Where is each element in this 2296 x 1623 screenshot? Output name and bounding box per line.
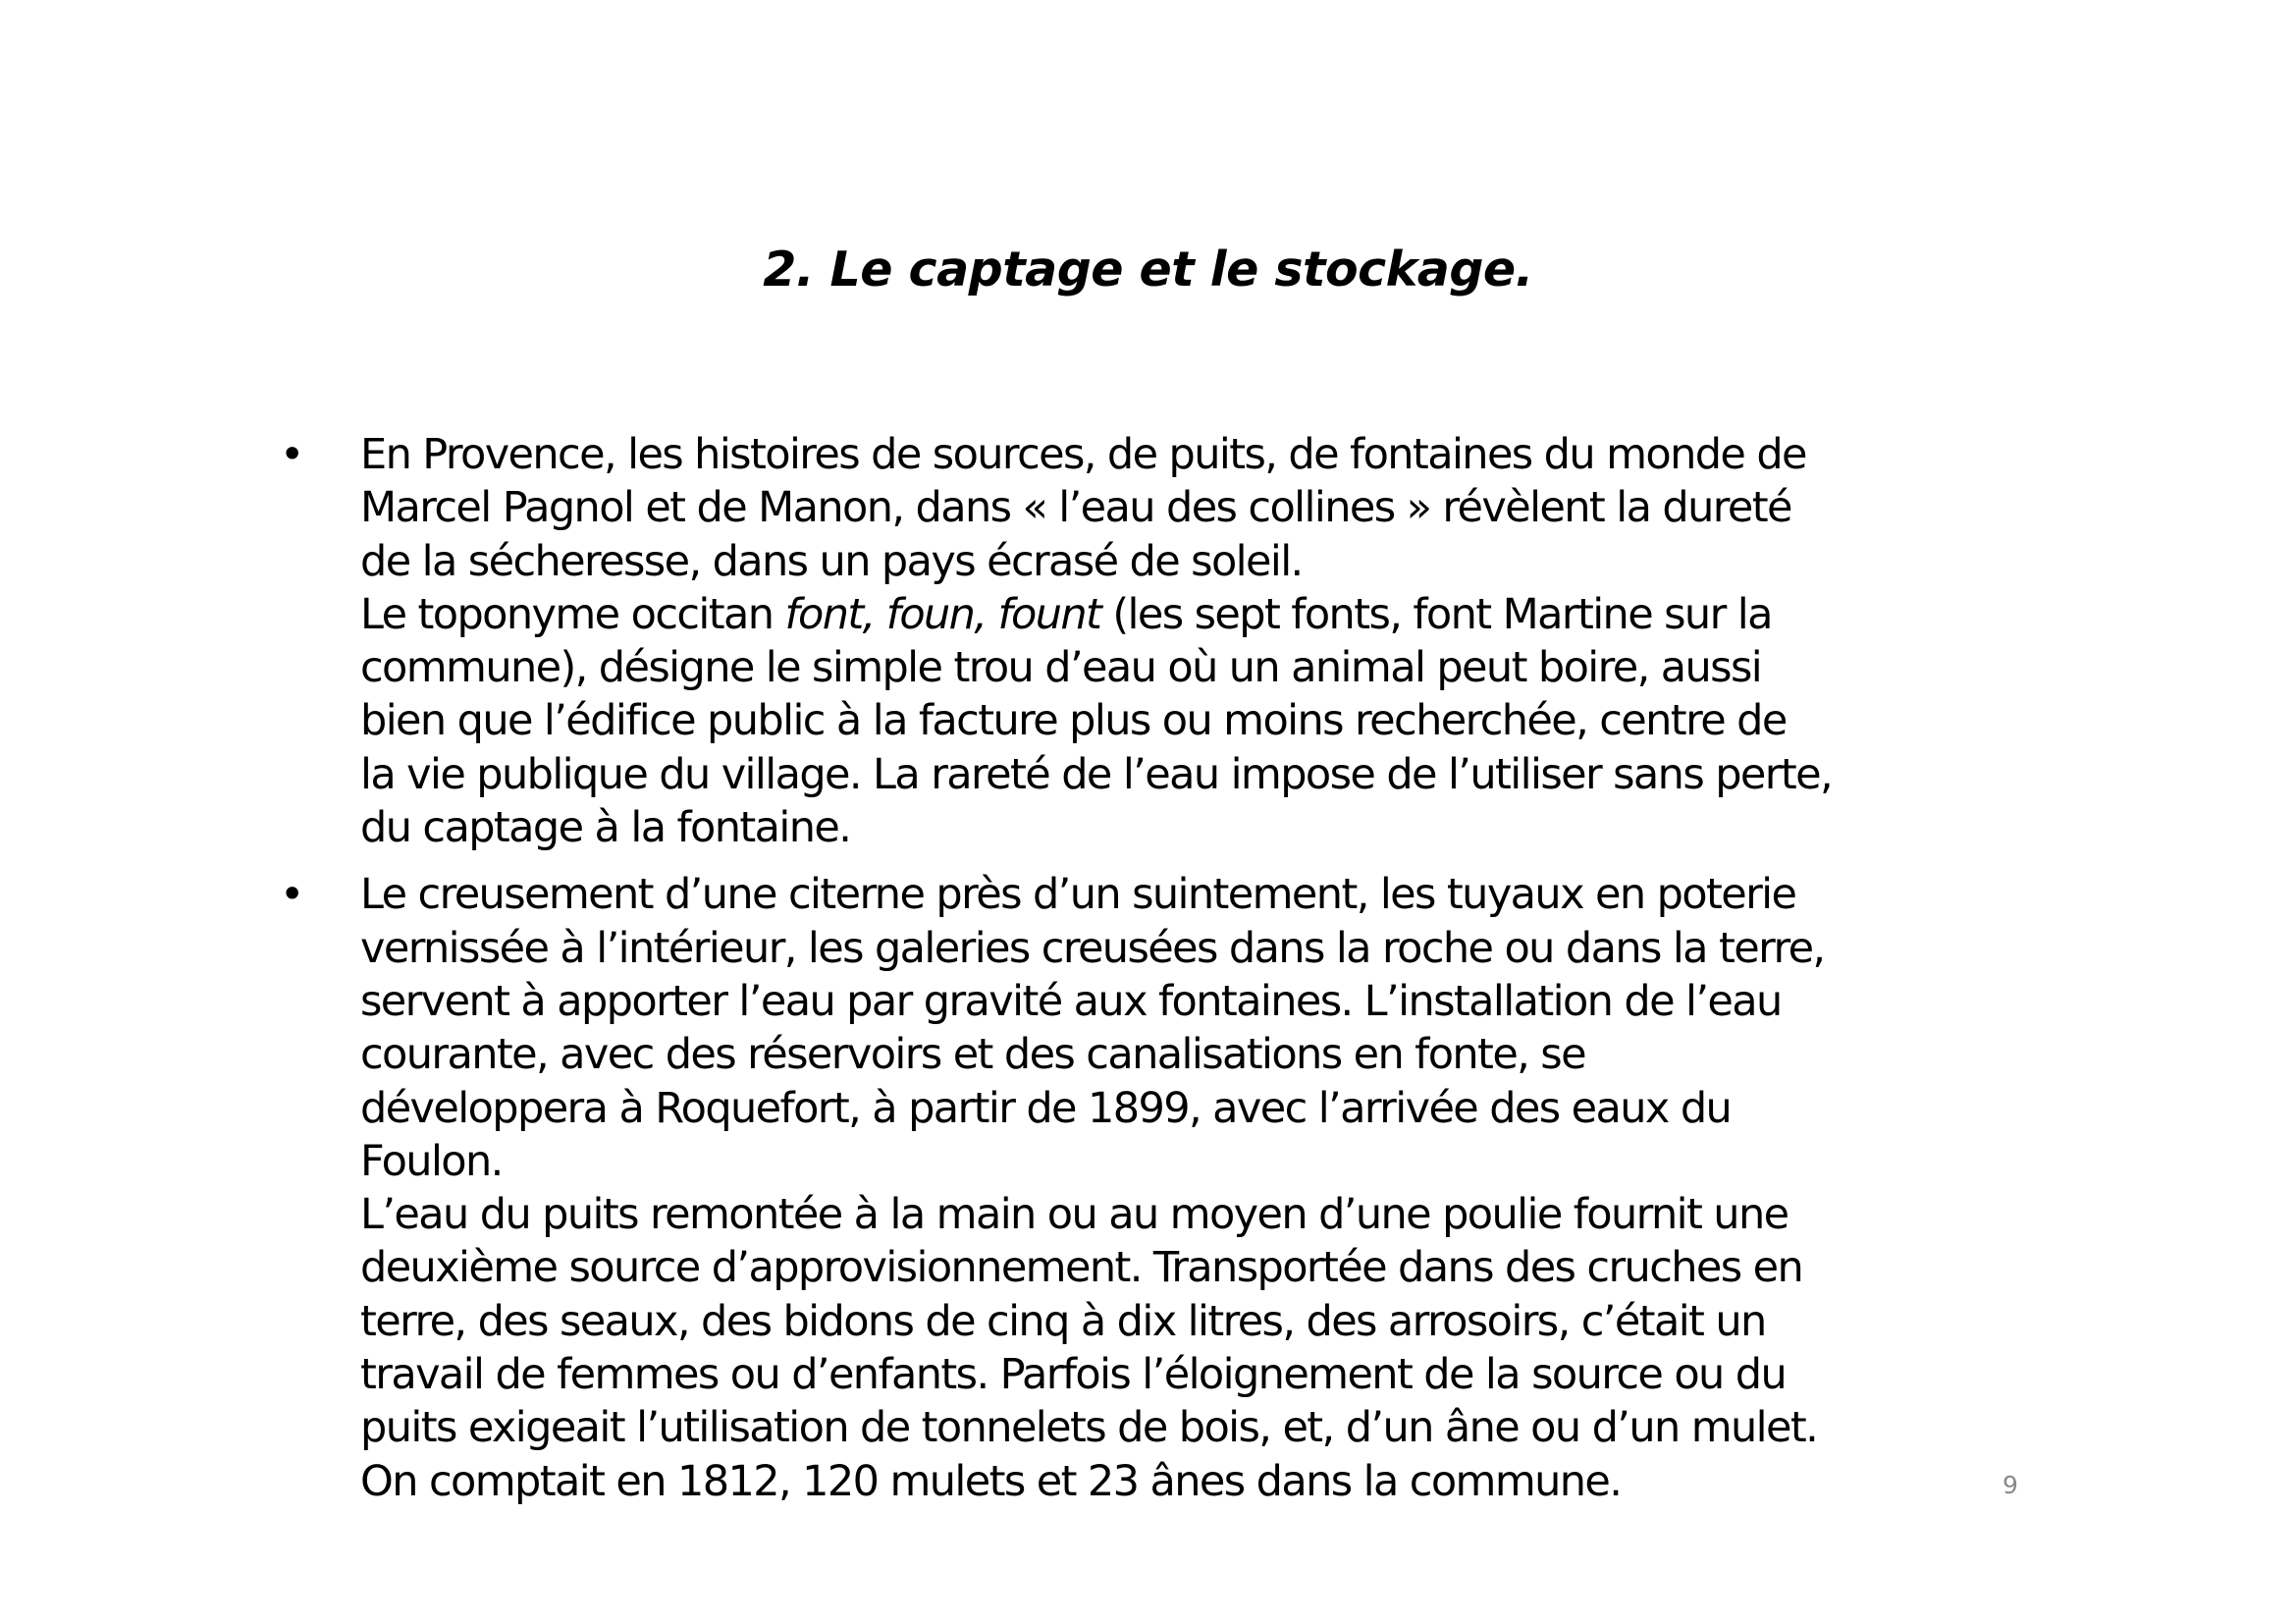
bullet-item	[280, 428, 2037, 854]
bullet-line: deuxième source d’approvisionnement. Transportée dans des cruches en	[360, 1243, 1803, 1293]
slide-title: 2. Le captage et le stockage.	[763, 242, 1533, 298]
text-run: Le toponyme occitan	[360, 589, 785, 639]
bullet-line: Foulon.	[360, 1136, 503, 1186]
bullet-line: L’eau du puits remontée à la main ou au moyen d’une poulie fournit une	[360, 1190, 1789, 1240]
bullet-line: En Provence, les histoires de sources, de puits, de fontaines du monde de	[360, 430, 1806, 479]
bullet-line: du captage à la fontaine.	[360, 803, 851, 853]
bullet-line: développera à Roquefort, à partir de 1899, avec l’arrivée des eaux du	[360, 1083, 1732, 1133]
bullet-line: On comptait en 1812, 120 mulets et 23 ânes dans la commune.	[360, 1456, 1622, 1506]
bullet-line: bien que l’édifice public à la facture plus ou moins recherchée, centre de	[360, 696, 1787, 746]
italic-term: font, foun, fount	[784, 589, 1101, 639]
bullet-line: de la sécheresse, dans un pays écrasé de soleil.	[360, 536, 1303, 586]
bullet-item	[280, 868, 2037, 1508]
bullet-line: commune), désigne le simple trou d’eau où un animal peut boire, aussi	[360, 643, 1762, 693]
bullet-line: puits exigeait l’utilisation de tonnelets de bois, et, d’un âne ou d’un mulet.	[360, 1403, 1818, 1453]
bullet-line: courante, avec des réservoirs et des canalisations en fonte, se	[360, 1030, 1585, 1080]
bullet-line: travail de femmes ou d’enfants. Parfois l’éloignement de la source ou du	[360, 1350, 1787, 1400]
bullet-line: la vie publique du village. La rareté de l’eau impose de l’utiliser sans perte,	[360, 749, 1833, 799]
bullet-line: Marcel Pagnol et de Manon, dans « l’eau des collines » révèlent la dureté	[360, 483, 1791, 533]
bullet-line: servent à apporter l’eau par gravité aux fontaines. L’installation de l’eau	[360, 976, 1782, 1026]
bullet-line-mixed	[360, 588, 2037, 641]
bullet-icon: •	[280, 430, 305, 479]
bullet-list	[280, 428, 2037, 1508]
bullet-line: Le creusement d’une citerne près d’un suintement, les tuyaux en poterie	[360, 870, 1796, 920]
bullet-line: vernissée à l’intérieur, les galeries creusées dans la roche ou dans la terre,	[360, 923, 1825, 973]
bullet-icon: •	[280, 870, 305, 920]
text-run: (les sept fonts, font Martine sur la	[1100, 589, 1772, 639]
bullet-line: terre, des seaux, des bidons de cinq à dix litres, des arrosoirs, c’était un	[360, 1296, 1766, 1346]
page-number: 9	[2002, 1471, 2018, 1499]
